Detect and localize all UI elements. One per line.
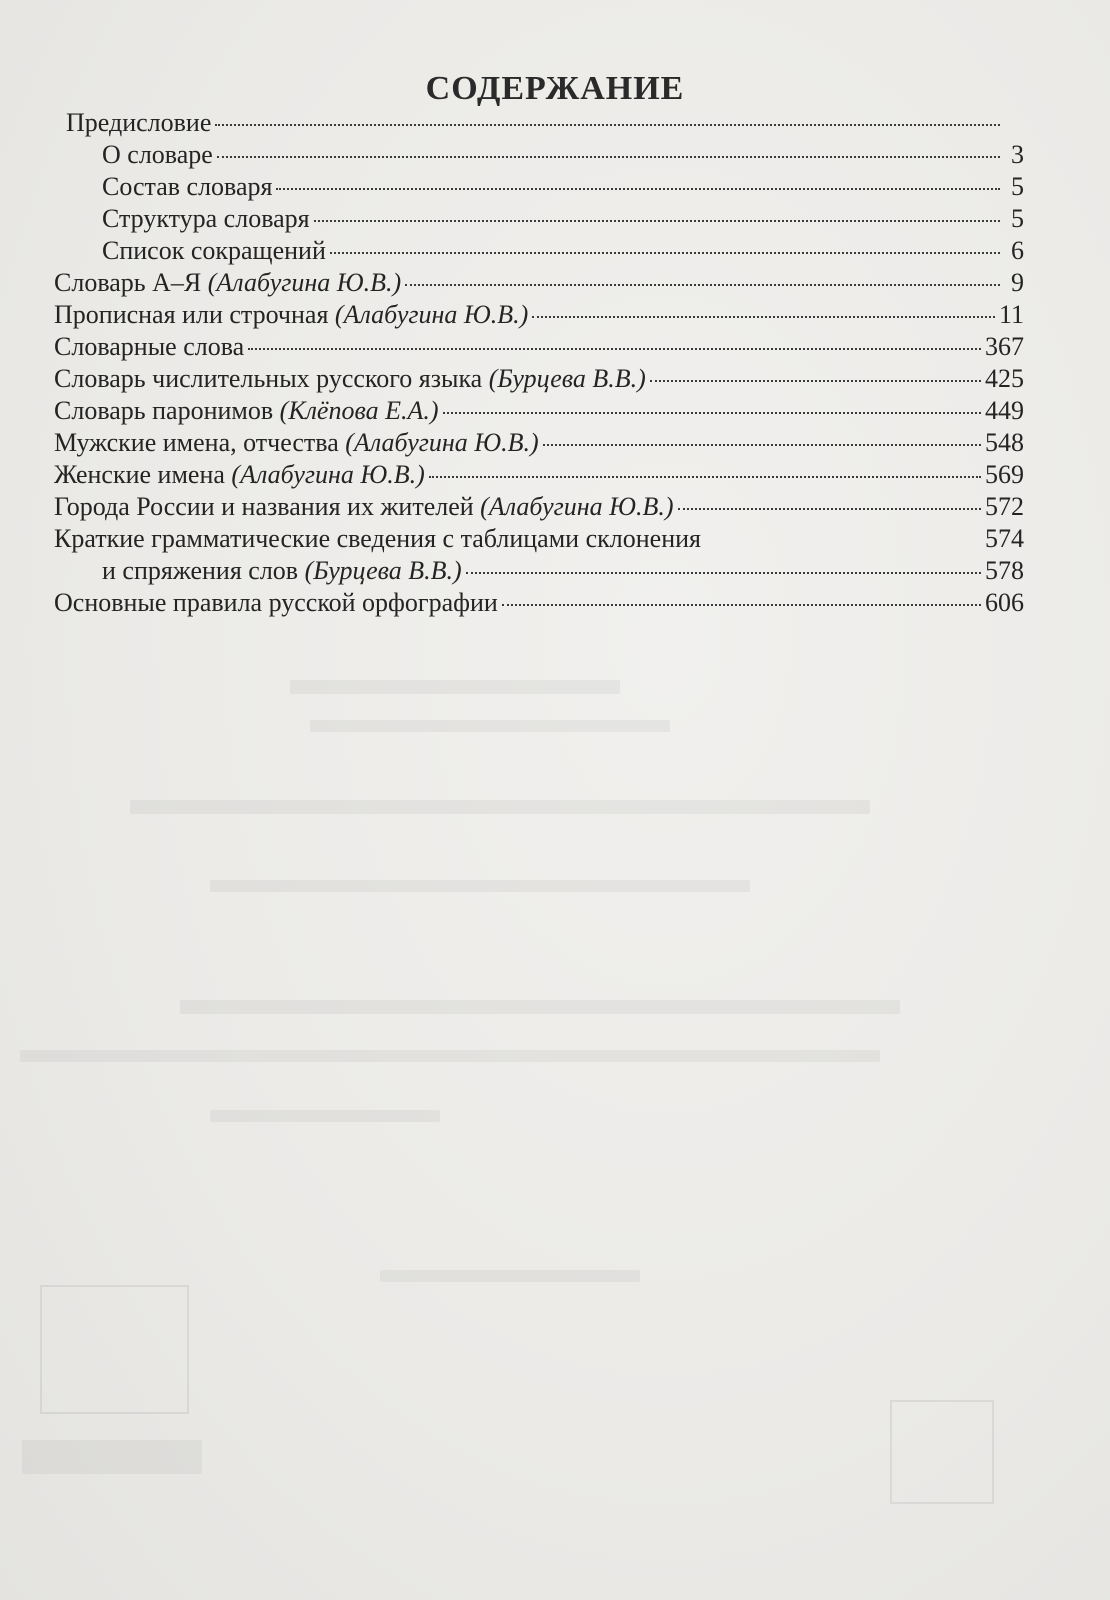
show-through-block: [20, 1050, 880, 1062]
table-of-contents: [54, 108, 1024, 620]
toc-entry-label: О словаре: [102, 140, 213, 169]
show-through-block: [130, 800, 870, 814]
toc-entry-label: и спряжения слов (Бурцева В.В.): [102, 556, 462, 585]
toc-entry-page: 9: [1011, 268, 1024, 297]
dot-leader: [543, 444, 981, 446]
toc-entry: [54, 300, 1024, 332]
toc-entry-label: Словарь А–Я (Алабугина Ю.В.): [54, 268, 402, 297]
toc-entry-label: Словарные слова: [54, 332, 245, 361]
show-through-stamp: [890, 1400, 994, 1504]
toc-entry-page: 367: [985, 332, 1024, 361]
toc-entry-label: Список сокращений: [102, 236, 326, 265]
toc-entry: [54, 396, 1024, 428]
toc-entry-label: Структура словаря: [102, 204, 310, 233]
toc-entry-page: 449: [985, 396, 1024, 425]
dot-leader: [502, 604, 981, 606]
toc-entry: [54, 460, 1024, 492]
page-title: СОДЕРЖАНИЕ: [425, 70, 685, 107]
show-through-stamp: [40, 1285, 189, 1414]
toc-entry-page: 606: [985, 588, 1024, 617]
toc-entry-page: 11: [998, 300, 1024, 329]
show-through-block: [380, 1270, 640, 1282]
toc-entry-page: 572: [985, 492, 1024, 521]
toc-entry-page: 3: [1011, 140, 1024, 169]
toc-entry-page: 5: [1011, 172, 1024, 201]
toc-entry: [54, 492, 1024, 524]
toc-entry: [54, 364, 1024, 396]
show-through-block: [210, 880, 750, 892]
toc-entry-author: (Бурцева В.В.): [488, 364, 646, 393]
toc-entry: [54, 332, 1024, 364]
toc-entry: [54, 140, 1024, 172]
dot-leader: [248, 348, 981, 350]
toc-entry: [54, 556, 1024, 588]
dot-leader: [443, 412, 981, 414]
dot-leader: [678, 508, 981, 510]
dot-leader: [314, 220, 1000, 222]
toc-entry-author: (Клёпова Е.А.): [279, 396, 439, 425]
dot-leader: [330, 252, 1000, 254]
toc-entry-page: 569: [985, 460, 1024, 489]
toc-entry-label: Города России и названия их жителей (Алабугина Ю.В.): [54, 492, 674, 521]
toc-entry-label: Прописная или строчная (Алабугина Ю.В.): [54, 300, 529, 329]
show-through-block: [22, 1440, 202, 1474]
show-through-block: [210, 1110, 440, 1122]
toc-entry: [54, 588, 1024, 620]
dot-leader: [215, 124, 1000, 126]
toc-entry-label: Словарь числительных русского языка (Бурцева В.В.): [54, 364, 646, 393]
toc-entry-author: (Алабугина Ю.В.): [480, 492, 674, 521]
toc-entry-page: 425: [985, 364, 1024, 393]
toc-entry-author: (Алабугина Ю.В.): [207, 268, 402, 297]
toc-entry-author: (Бурцева В.В.): [304, 556, 462, 585]
toc-entry-author: (Алабугина Ю.В.): [231, 460, 425, 489]
toc-entry-author: (Алабугина Ю.В.): [334, 300, 529, 329]
dot-leader: [532, 316, 995, 318]
show-through-block: [310, 720, 670, 732]
toc-entry-label: Словарь паронимов (Клёпова Е.А.): [54, 396, 439, 425]
toc-entry: [54, 524, 1024, 556]
toc-entry-page: 578: [985, 556, 1024, 585]
toc-entry-page: 5: [1011, 204, 1024, 233]
toc-entry: [54, 428, 1024, 460]
toc-entry: [54, 268, 1024, 300]
toc-entry: [54, 172, 1024, 204]
dot-leader: [466, 572, 981, 574]
dot-leader: [429, 476, 981, 478]
toc-entry-label: Мужские имена, отчества (Алабугина Ю.В.): [54, 428, 539, 457]
toc-entry-author: (Алабугина Ю.В.): [345, 428, 539, 457]
toc-entry-page: 574: [985, 524, 1024, 553]
dot-leader: [276, 188, 1000, 190]
show-through-block: [290, 680, 620, 694]
toc-entry: [54, 108, 1024, 140]
dot-leader: [405, 284, 1000, 286]
toc-entry-label: Состав словаря: [102, 172, 273, 201]
toc-entry-label: Краткие грамматические сведения с таблицами склонения: [54, 524, 701, 553]
toc-entry-page: 6: [1011, 236, 1024, 265]
toc-entry-label: Предисловие: [66, 108, 212, 137]
show-through-block: [180, 1000, 900, 1014]
dot-leader: [650, 380, 981, 382]
toc-entry: [54, 236, 1024, 268]
toc-entry: [54, 204, 1024, 236]
toc-entry-label: Основные правила русской орфографии: [54, 588, 498, 617]
dot-leader: [217, 156, 1000, 158]
toc-entry-page: 548: [985, 428, 1024, 457]
toc-entry-label: Женские имена (Алабугина Ю.В.): [54, 460, 425, 489]
